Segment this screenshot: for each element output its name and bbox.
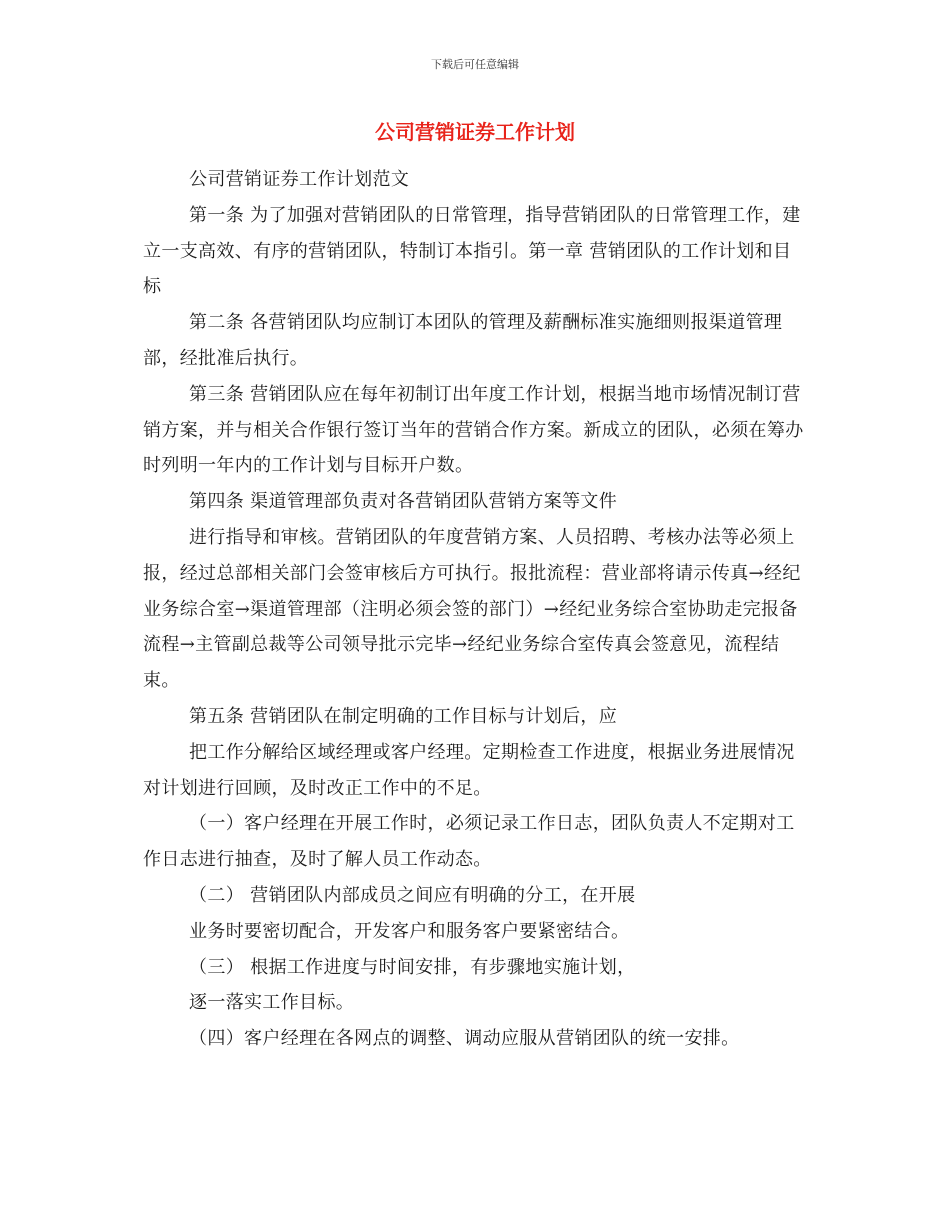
paragraph: 第二条 各营销团队均应制订本团队的管理及薪酬标准实施细则报渠道管理部，经批准后执行。 bbox=[143, 312, 783, 369]
paragraph: 公司营销证券工作计划范文 bbox=[189, 169, 410, 190]
paragraph: 逐一落实工作目标。 bbox=[189, 992, 355, 1014]
paragraph: 第四条 渠道管理部负责对各营销团队营销方案等文件 bbox=[189, 491, 618, 513]
document-title: 公司营销证券工作计划 bbox=[375, 120, 575, 144]
paragraph: 第五条 营销团队在制定明确的工作目标与计划后，应 bbox=[189, 705, 618, 727]
paragraph: 第一条 为了加强对营销团队的日常管理，指导营销团队的日常管理工作，建立一支高效、有序的营销团队，特制订本指引。第一章 营销团队的工作计划和目标 bbox=[143, 204, 801, 298]
paragraph: 进行指导和审核。营销团队的年度营销方案、人员招聘、考核办法等必须上报，经过总部相关部门会签审核后方可执行。报批流程：营业部将请示传真→经纪业务综合室→渠道管理部（注明必须会签的部门）→经纪业务综合室协助走完报备流程→主管副总裁等公司领导批示完毕→经纪业务综合室传真会签意见，流程结束。 bbox=[143, 526, 801, 692]
paragraph: （一）客户经理在开展工作时，必须记录工作日志，团队负责人不定期对工作日志进行抽查，及时了解人员工作动态。 bbox=[143, 813, 795, 871]
paragraph: （四）客户经理在各网点的调整、调动应服从营销团队的统一安排。 bbox=[189, 1028, 740, 1050]
page-header: 下载后可任意编辑 bbox=[431, 58, 519, 71]
document-body bbox=[143, 162, 807, 1057]
paragraph: （三） 根据工作进度与时间安排，有步骤地实施计划， bbox=[189, 956, 636, 978]
paragraph: （二） 营销团队内部成员之间应有明确的分工，在开展 bbox=[189, 884, 636, 906]
paragraph: 把工作分解给区域经理或客户经理。定期检查工作进度，根据业务进展情况对计划进行回顾，及时改正工作中的不足。 bbox=[143, 741, 795, 799]
paragraph: 业务时要密切配合，开发客户和服务客户要紧密结合。 bbox=[189, 920, 630, 942]
paragraph: 第三条 营销团队应在每年初制订出年度工作计划，根据当地市场情况制订营销方案，并与相关合作银行签订当年的营销合作方案。新成立的团队，必须在筹办时列明一年内的工作计划与目标开户数。 bbox=[143, 383, 804, 477]
